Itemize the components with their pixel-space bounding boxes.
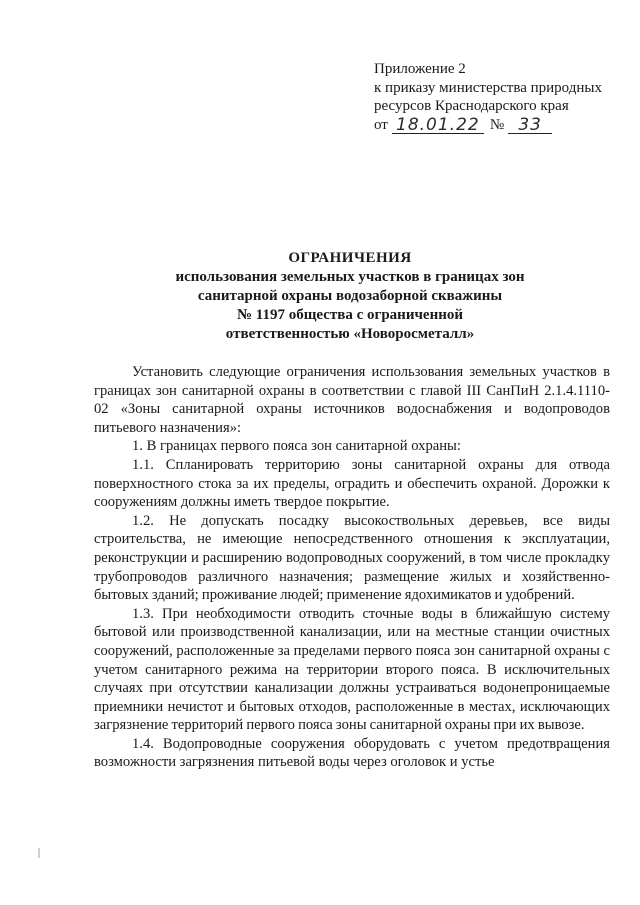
paragraph-1-1: 1.1. Спланировать территорию зоны санитарной охраны для отвода поверхностного стока за их пределы, оградить и обеспечить охраной. Дорожки к сооружениям должны иметь твердое покрытие. xyxy=(94,456,610,511)
appendix-date-row xyxy=(374,116,624,135)
document-title xyxy=(120,249,580,344)
paragraph-1-3: 1.3. При необходимости отводить сточные воды в ближайшую систему бытовой или производственной канализации, или на местные станции очистных сооружений, расположенные за пределами первого пояса зон санитарной охраны с учетом санитарного режима на территории второго пояса. В исключительных случаях при отсутствии канализации должны устраиваться водонепроницаемые приемники нечистот и бытовых отходов, расположенные в местах, исключающих загрязнение территорий первого пояса зоны санитарной охраны при их вывозе. xyxy=(94,605,610,734)
number-sign: № xyxy=(489,116,505,133)
title-line-2: использования земельных участков в границах зон xyxy=(175,269,525,285)
paragraph-intro: Установить следующие ограничения использования земельных участков в границах зон санитарной охраны в соответствии с главой III СанПиН 2.1.4.1110-02 «Зоны санитарной охраны источников водоснабжения и водопроводов питьевого назначения»: xyxy=(94,364,610,436)
scan-mark xyxy=(38,848,40,858)
appendix-line-2: к приказу министерства природных xyxy=(374,79,602,96)
paragraph-section-1: 1. В границах первого пояса зон санитарной охраны: xyxy=(132,438,461,455)
date-prefix: от xyxy=(374,116,388,133)
appendix-header xyxy=(374,60,624,134)
title-line-3: санитарной охраны водозаборной скважины xyxy=(197,288,503,304)
document-body xyxy=(94,363,610,772)
title-main: ОГРАНИЧЕНИЯ xyxy=(288,250,412,266)
paragraph-1-2: 1.2. Не допускать посадку высокоствольных деревьев, все виды строительства, не имеющие непосредственного отношения к эксплуатации, реконструкции и расширению водопроводных сооружений, в том числе прокладку трубопроводов различного назначения; размещение жилых и хозяйственно-бытовых зданий; проживание людей; применение ядохимикатов и удобрений. xyxy=(94,512,610,604)
handwritten-number: 33 xyxy=(508,117,552,134)
title-line-5: ответственностью «Новоросметалл» xyxy=(225,326,475,342)
title-line-4: № 1197 общества с ограниченной xyxy=(236,307,464,323)
appendix-line-1: Приложение 2 xyxy=(374,61,466,77)
appendix-line-3: ресурсов Краснодарского края xyxy=(374,98,569,114)
handwritten-date: 18.01.22 xyxy=(392,117,484,134)
paragraph-1-4: 1.4. Водопроводные сооружения оборудовать с учетом предотвращения возможности загрязнения питьевой воды через оголовок и устье xyxy=(94,735,610,771)
